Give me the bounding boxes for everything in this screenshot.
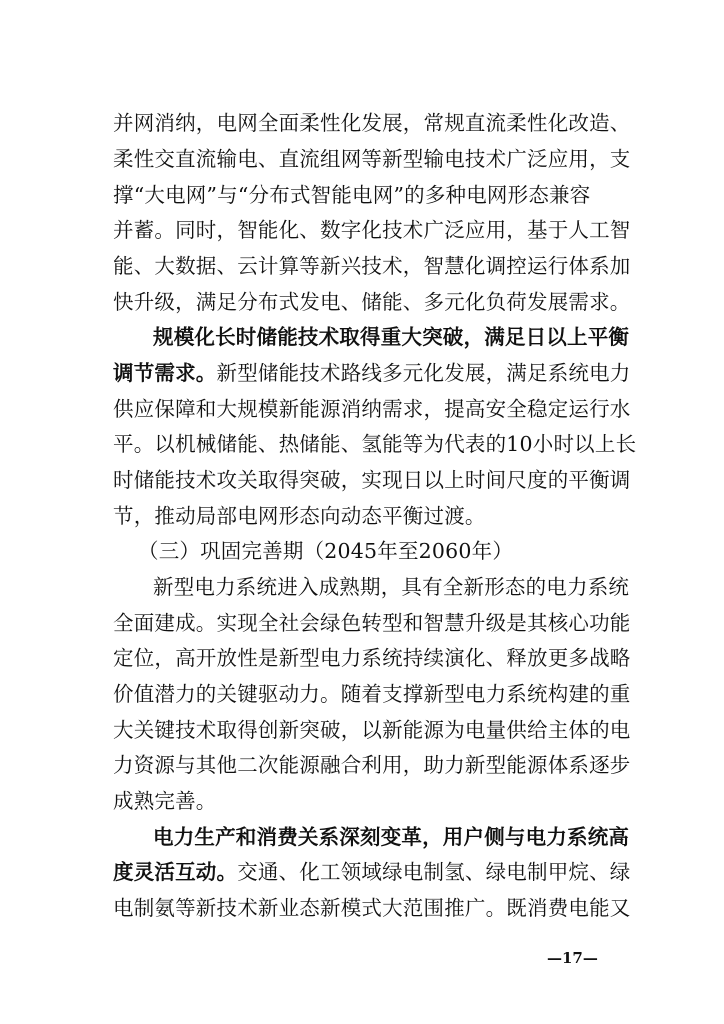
text-line	[113, 680, 631, 708]
bold-text-segment: 调节需求。	[113, 361, 217, 385]
text-segment: 价值潜力的关键驱动力。随着支撑新型电力系统构建的重	[113, 682, 631, 706]
text-line	[113, 395, 631, 423]
bold-text-segment: 度灵活互动。	[113, 860, 238, 884]
text-segment: 节，推动局部电网形态向动态平衡过渡。	[113, 504, 486, 528]
text-segment: 能、大数据、云计算等新兴技术，智慧化调控运行体系加	[113, 254, 631, 278]
text-line	[113, 288, 631, 316]
text-segment: 柔性交直流输电、直流组网等新型输电技术广泛应用，支	[113, 147, 631, 171]
text-line	[113, 323, 643, 351]
bold-text-segment: 电力生产和消费关系深刻变革，用户侧与电力系统高	[153, 825, 630, 849]
text-segment: 撑“大电网”与“分布式智能电网”的多种电网形态兼容	[113, 183, 591, 207]
text-segment: 时储能技术攻关取得突破，实现日以上时间尺度的平衡调	[113, 468, 631, 492]
text-segment: 定位，高开放性是新型电力系统持续演化、释放更多战略	[113, 646, 631, 670]
text-line	[113, 716, 631, 744]
text-segment: 成熟完善。	[113, 789, 217, 813]
text-segment: 电制氨等新技术新业态新模式大范围推广。既消费电能又	[113, 896, 631, 920]
text-segment: 新型储能技术路线多元化发展，满足系统电力	[216, 361, 631, 385]
text-line	[113, 252, 631, 280]
text-line	[113, 537, 628, 565]
text-line	[113, 787, 603, 815]
text-segment: （三）巩固完善期（2045年至2060年）	[138, 539, 514, 563]
text-segment: 大关键技术取得创新突破，以新能源为电量供给主体的电	[113, 718, 631, 742]
text-segment: 快升级，满足分布式发电、储能、多元化负荷发展需求。	[113, 290, 631, 314]
text-line	[113, 109, 631, 137]
text-segment: 力资源与其他二次能源融合利用，助力新型能源体系逐步	[113, 753, 631, 777]
text-line	[113, 359, 631, 387]
text-segment: 交通、化工领域绿电制氢、绿电制甲烷、绿	[237, 860, 631, 884]
text-segment: 新型电力系统进入成熟期，具有全新形态的电力系统	[153, 575, 630, 599]
text-segment: 并网消纳，电网全面柔性化发展，常规直流柔性化改造、	[113, 111, 631, 135]
text-line	[113, 466, 631, 494]
text-line	[113, 751, 631, 779]
text-line	[113, 216, 631, 244]
text-line	[113, 502, 603, 530]
bold-text-segment: 规模化长时储能技术取得重大突破，满足日以上平衡	[153, 325, 630, 349]
text-line	[113, 609, 631, 637]
text-line	[113, 430, 637, 458]
page-number: —17—	[547, 949, 598, 967]
text-line	[113, 573, 643, 601]
text-line	[113, 823, 643, 851]
text-segment: 平。以机械储能、热储能、氢能等为代表的10小时以上长	[113, 432, 637, 456]
text-segment: 供应保障和大规模新能源消纳需求，提高安全稳定运行水	[113, 397, 631, 421]
text-line	[113, 644, 631, 672]
text-line	[113, 145, 631, 173]
text-line	[113, 181, 603, 209]
text-line	[113, 894, 631, 922]
text-segment: 并蓄。同时，智能化、数字化技术广泛应用，基于人工智	[113, 218, 631, 242]
text-segment: 全面建成。实现全社会绿色转型和智慧升级是其核心功能	[113, 611, 631, 635]
text-line	[113, 858, 631, 886]
